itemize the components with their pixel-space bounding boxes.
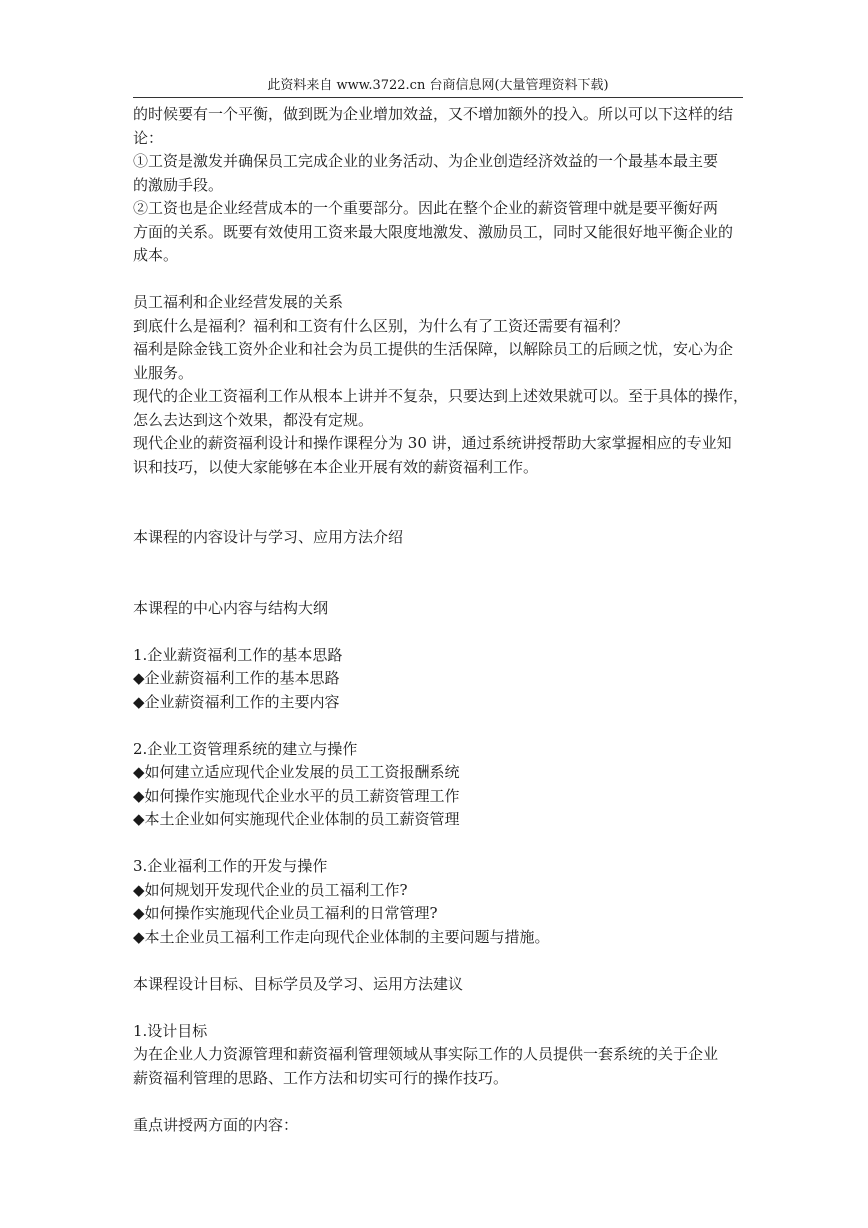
text-line: 怎么去达到这个效果，都没有定规。 (133, 410, 374, 429)
blank-line (133, 573, 743, 597)
text-line: 1.设计目标 (133, 1021, 208, 1040)
text-line: ②工资也是企业经营成本的一个重要部分。因此在整个企业的薪资管理中就是要平衡好两 (133, 199, 719, 217)
text-line: 到底什么是福利？福利和工资有什么区别，为什么有了工资还需要有福利？ (133, 316, 629, 335)
text-line: 福利是除金钱工资外企业和社会为员工提供的生活保障，以解除员工的后顾之忧，安心为企 (133, 340, 734, 358)
blank-line (133, 832, 743, 856)
text-line: ◆本土企业员工福利工作走向现代企业体制的主要问题与措施。 (133, 927, 550, 946)
text-line: ◆本土企业如何实施现代企业体制的员工薪资管理 (133, 810, 460, 828)
text-line: ◆企业薪资福利工作的基本思路 (133, 669, 340, 687)
text-line: 本课程设计目标、目标学员及学习、运用方法建议 (133, 974, 464, 993)
text-line: 的激励手段。 (133, 175, 224, 194)
text-line: ◆如何规划开发现代企业的员工福利工作? (133, 880, 408, 899)
text-line: ◆企业薪资福利工作的主要内容 (133, 692, 340, 711)
text-line: ◆如何建立适应现代企业发展的员工工资报酬系统 (133, 763, 460, 781)
text-line: 本课程的中心内容与结构大纲 (133, 598, 329, 617)
text-line: ①工资是激发并确保员工完成企业的业务活动、为企业创造经济效益的一个最基本最主要 (133, 152, 719, 170)
text-line: 员工福利和企业经营发展的关系 (133, 293, 344, 311)
text-line: 业服务。 (133, 363, 194, 382)
blank-line (133, 714, 743, 738)
text-line: 2.企业工资管理系统的建立与操作 (133, 739, 358, 758)
text-line: 3.企业福利工作的开发与操作 (133, 857, 328, 875)
text-line: 重点讲授两方面的内容： (133, 1115, 299, 1134)
text-line: 成本。 (133, 246, 179, 264)
text-line: 现代的企业工资福利工作从根本上讲并不复杂，只要达到上述效果就可以。至于具体的操作， (133, 387, 749, 405)
blank-line (133, 620, 743, 644)
text-line: ◆如何操作实施现代企业员工福利的日常管理? (133, 904, 438, 922)
text-line: 1.企业薪资福利工作的基本思路 (133, 645, 343, 664)
blank-line (133, 479, 743, 503)
blank-line (133, 503, 743, 527)
text-line: 的时候要有一个平衡，做到既为企业增加效益，又不增加额外的投入。所以可以下这样的结 (133, 105, 734, 123)
blank-line (133, 1090, 743, 1114)
text-line: 薪资福利管理的思路、工作方法和切实可行的操作技巧。 (133, 1068, 509, 1087)
text-line: 方面的关系。既要有效使用工资来最大限度地激发、激励员工，同时又能很好地平衡企业的 (133, 222, 734, 241)
page-header-source: 此资料来自 www.3722.cn 台商信息网(大量管理资料下载) (267, 78, 609, 93)
blank-line (133, 996, 743, 1020)
text-line: 为在企业人力资源管理和薪资福利管理领域从事实际工作的人员提供一套系统的关于企业 (133, 1045, 719, 1063)
text-line: 本课程的内容设计与学习、应用方法介绍 (133, 528, 404, 546)
text-line: ◆如何操作实施现代企业水平的员工薪资管理工作 (133, 786, 460, 805)
blank-line (133, 949, 743, 973)
text-line: 现代企业的薪资福利设计和操作课程分为 30 讲，通过系统讲授帮助大家掌握相应的专业知 (133, 434, 732, 452)
header-rule (133, 97, 743, 98)
blank-line (133, 268, 743, 292)
blank-line (133, 550, 743, 574)
text-line: 论： (133, 128, 164, 147)
document-body (133, 103, 749, 1137)
text-line: 识和技巧，以使大家能够在本企业开展有效的薪资福利工作。 (133, 457, 539, 476)
